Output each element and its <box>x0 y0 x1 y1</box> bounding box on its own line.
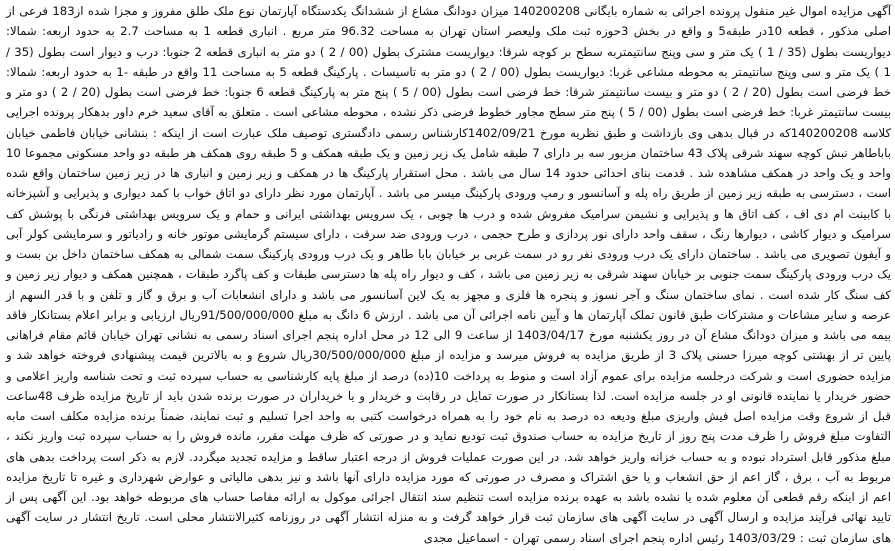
auction-notice-text: آگهی مزایده اموال غیر منقول پرونده اجرائی به شماره بایگانی 140200208 میزان دودانگ مشاع از ششدانگ یکدستگاه آپارتمان نوع ملک طلق مفروز و مجزا شده از183 فرعی از اصلی مذکور ، قطعه 10در طبقه5 و واقع در بخش 3حوزه ثبت ملک ولیعصر استان تهران به مساحت 96.32 متر مربع . انباری قطعه 1 به مساحت 2.7 به حدود اربعه: شمالا: دیواریست بطول (35 / 1 ) یک متر و سی وپنج سانتیمتربه سطح بر کوچه شرقا: دیواریست مشترک بطول (00 / 2 ) دو متر به انباری قطعه 2 جنوبا: درب و دیوار است بطول (35 / 1 ) یک متر و سی وپنج سانتیمتر به محوطه مشاعی غربا: دیواریست بطول (00 / 2 ) دو متر به تاسیسات . پارکینگ قطعه 5 به مساحت 11 واقع در طبقه -1 به حدود اربعه: شمالا: خط فرضی است بطول (20 / 2 ) دو متر و بیست سانتیمتر شرقا: خط فرضی است بطول (00 / 5 ) پنج متر به پارکینگ قطعه 6 جنوبا: خط فرضی است بطول (20 / 2 ) دو متر و بیست سانتیمتر غربا: خط فرضی است بطول (00 / 5 ) پنج متر سطح مجاور خطوط فرضی ذکر نشده ، محوطه مشاعی است . متعلق به آقای سعید خرم داور بدهکار پرونده اجرایی کلاسه 140200208که در قبال بدهی وی بازداشت و طبق نظریه مورخ 1402/09/21کارشناس رسمی دادگستری توصیف ملک عبارت است از اینکه : بنشانی خیابان فاطمی خیابان باباطاهر نبش کوچه سهند شرقی پلاک 43 ساختمان مزبور سه بر دارای 7 طبقه شامل یک زیر زمین و یک طبقه همکف و 5 طبقه روی همکف هر طبقه دو واحد مسکونی مجموعا 10 واحد و یک واحد در همکف مشاهده شد . قدمت بنای احداثی حدود 14 سال می باشد . محل استقرار پارکینگ ها در همکف و زیر زمین و انباری ها در زیر زمین ساختمان واقع شده است ، دسترسی به طبقه زیر زمین از طریق راه پله و آسانسور و رمپ ورودی پارکینگ میسر می باشد . آپارتمان مورد نظر دارای دو اتاق خواب با کمد دیواری و پذیرایی و آشپزخانه با کابینت ام دی اف ، کف اتاق ها و پذیرایی و نشیمن سرامیک مفروش شده و درب ها چوبی ، یک سرویس بهداشتی ایرانی و حمام و یک سرویس بهداشتی فرنگی با پوشش کف سرامیک و دیوار کاشی ، دیوارها رنگ ، سقف واحد دارای نور پردازی و طرح حجمی ، درب ورودی ضد سرقت ، دارای سیستم گرمایشی موتور خانه و رادیاتور و سرمایشی کولر آبی و آیفون تصویری می باشد . ساختمان دارای یک درب ورودی نفر رو در سمت غربی بر خیابان بابا طاهر و یک درب ورودی پارکینگ سمت شمالی به همکف ساختمان داخل بن بست و یک درب ورودی پارکینگ سمت جنوبی بر خیابان سهند شرقی به زیر زمین می باشد ، کف و دیوار راه پله ها دسترسی طبقات و کف پاگرد طبقات ، همچنین همکف و دیوار زیر زمین و کف سنگ کار شده است . نمای ساختمان سنگ و آجر نسوز و پنجره ها فلزی و مجهز به یک لاین آسانسور می باشد و دارای انشعابات آب و برق و گاز و تلفن و با قدر السهم از عرصه و سایر مشاعات و مشترکات طبق قانون تملک آپارتمان ها و آیین نامه اجرائی آن می باشد . ارزش 6 دانگ به مبلغ 91/500/000/000ریال ارزیابی و برابر اعلام بستانکار فاقد بیمه می باشد و میزان دودانگ مشاع آن در روز یکشنبه مورخ 1403/04/17 از ساعت 9 الی 12 در محل اداره پنجم اجرای اسناد رسمی به نشانی تهران خیابان قائم مقام فراهانی پایین تر از بهشتی کوچه میرزا حسنی پلاک 3 از طریق مزایده به فروش میرسد و مزایده از مبلغ 30/500/000/000ریال شروع و به بالاترین قیمت پیشنهادی فروخته خواهد شد و مزایده حضوری است و شرکت درجلسه مزایده برای عموم آزاد است و منوط به پرداخت 10(ده) درصد از مبلغ پایه کارشناسی به حساب سپرده ثبت و تحت شناسه واریز اعلامی و حضور خریدار یا نماینده قانونی او در جلسه مزایده است. لذا بستانکار در صورت تمایل در رقابت و خریدار و یا خریداران در صورت برنده شدن باید از تاریخ مزایده ظرف 48ساعت قبل از شروع وقت مزایده اصل فیش واریزی مبلغ ودیعه ده درصد به نام خود را به همراه درخواست کتبی به واحد اجرا تسلیم و ثبت نمایند، ضمناً برنده مزایده مکلف است مابه التفاوت مبلغ فروش را ظرف مدت پنج روز از تاریخ مزایده به حساب صندوق ثبت تودیع نماید و در صورتی که ظرف مهلت مقرر، مانده فروش را به حساب سپرده ثبت واریز نکند ، مبلغ مذکور قابل استرداد نبوده و به حساب خزانه واریز خواهد شد. در این صورت عملیات فروش از درجه اعتبار ساقط و مزایده تجدید میگردد. لازم به ذکر است پرداخت بدهی های مربوط به آب ، برق ، گاز اعم از حق انشعاب و یا حق اشتراک و مصرف در صورتی که مورد مزایده دارای آنها باشد و نیز بدهی مالیاتی و عوارض شهرداری و غیره تا تاریخ مزایده اعم از اینکه رقم قطعی آن معلوم شده یا نشده باشد به عهده برنده مزایده است تنظیم سند انتقال اجرائی موکول به ارائه مفاصا حساب های مربوطه خواهد بود. این آگهی پس از تایید نهائی فرآیند مزایده و ارسال آگهی در سایت آگهی های سازمان ثبت قرار خواهد گرفت و به منزله انتشار آگهی در روزنامه کثیرالانتشار محلی است. تاریخ انتشار در سایت آگهی های سازمان ثبت : 1403/03/29 رئیس اداره پنجم اجرای اسناد رسمی تهران - اسماعیل مجدی <box>6 4 892 545</box>
